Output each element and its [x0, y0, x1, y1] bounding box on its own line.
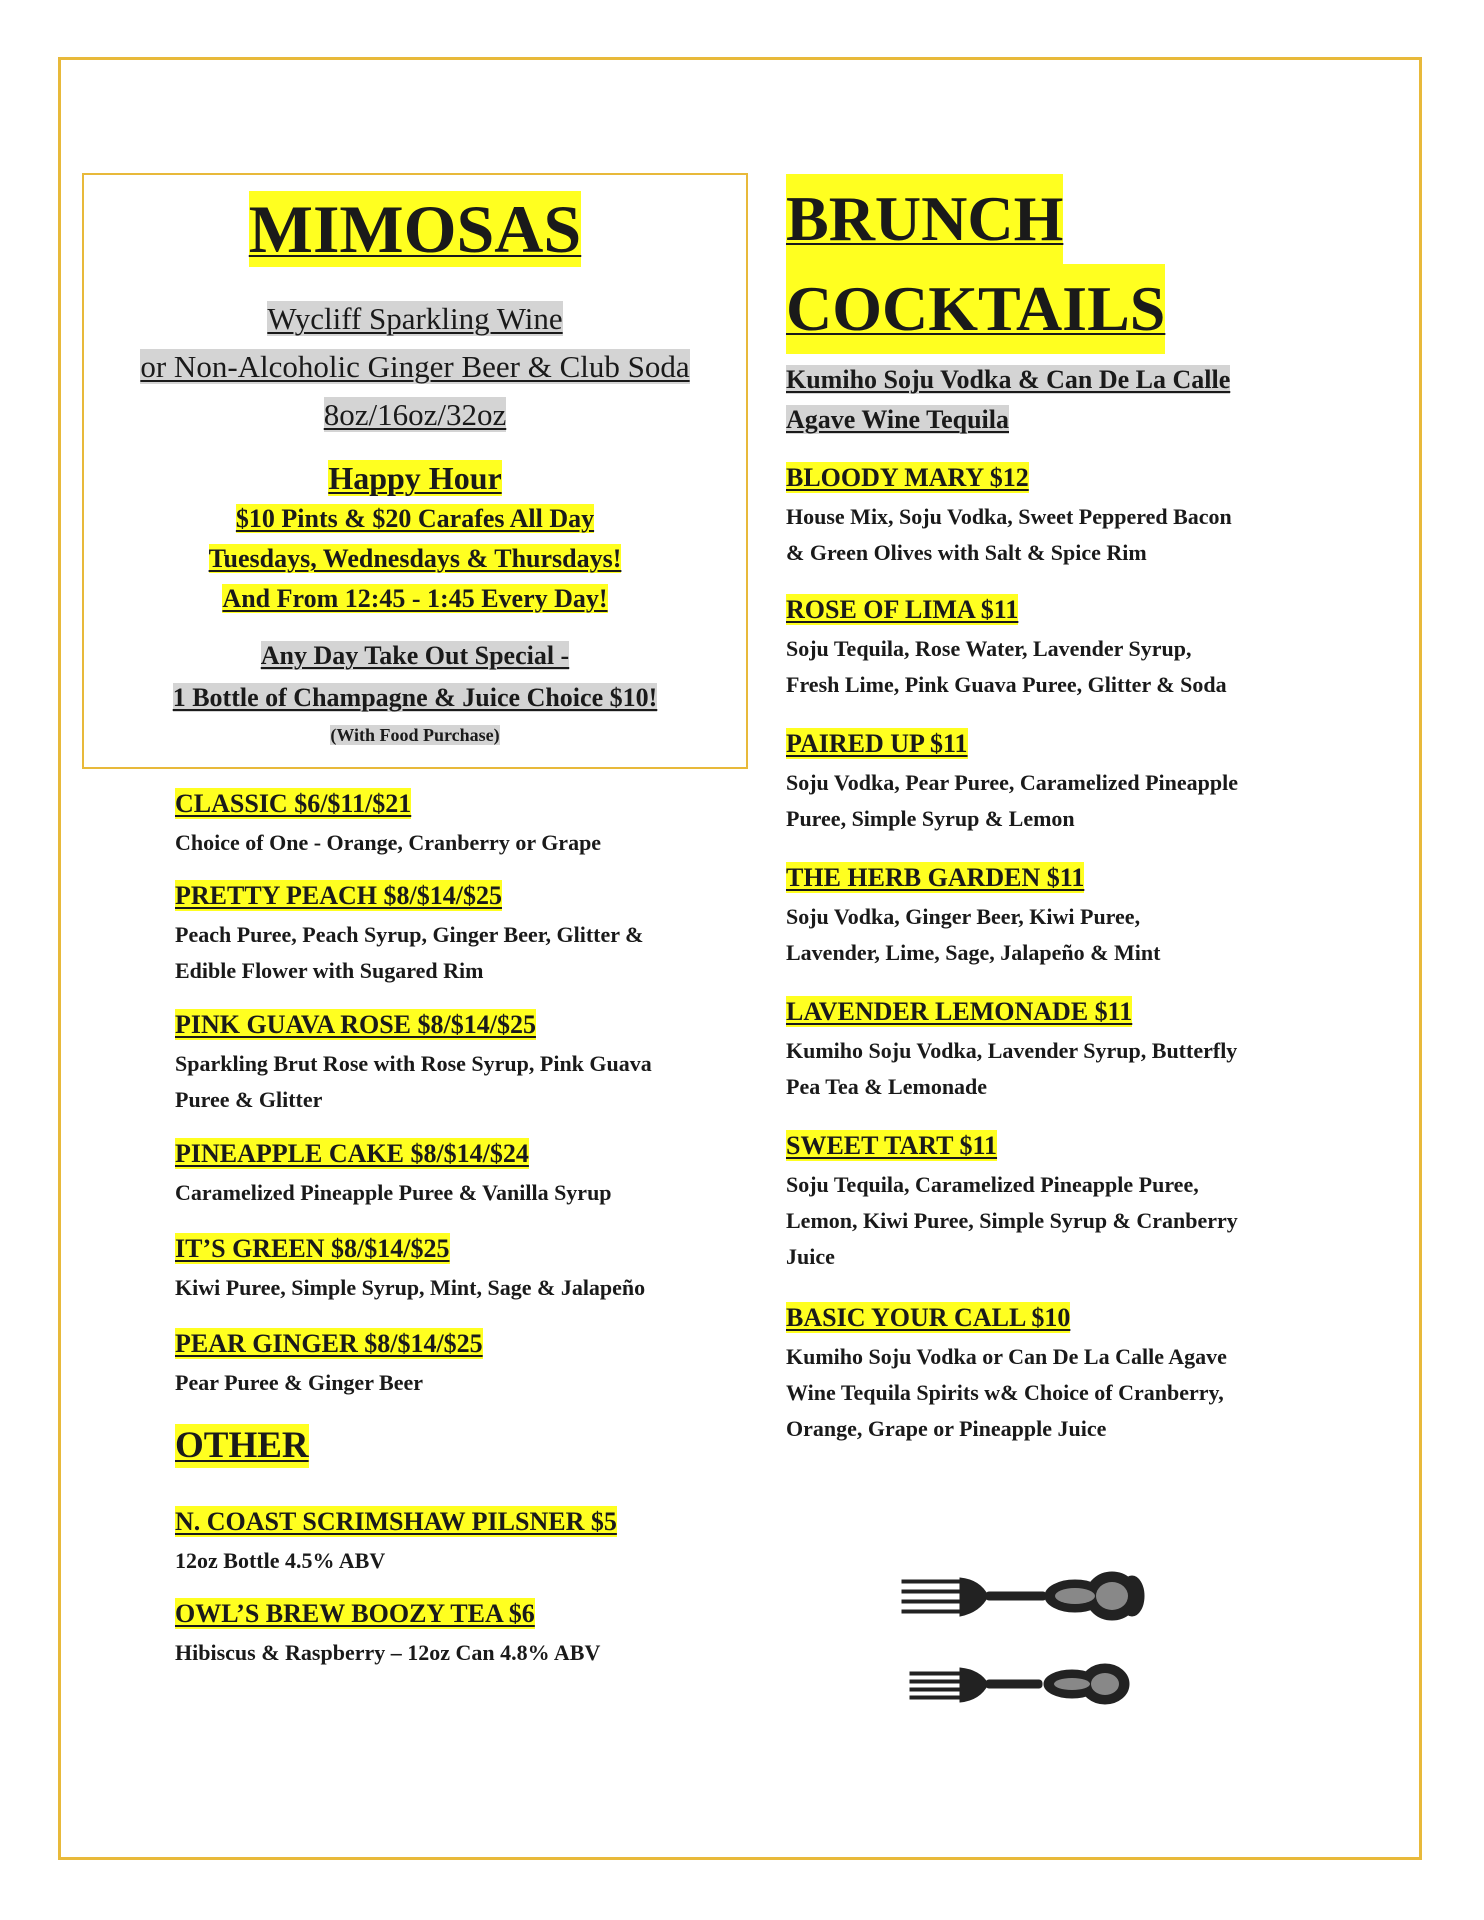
menu-item-description: Kumiho Soju Vodka, Lavender Syrup, Butterfly Pea Tea & Lemonade [786, 1038, 1238, 1100]
menu-item-name: N. COAST SCRIMSHAW PILSNER $5 [175, 1507, 617, 1536]
menu-item-description: Choice of One - Orange, Cranberry or Grape [175, 830, 602, 856]
menu-item [786, 996, 1346, 1105]
menu-item-name: PRETTY PEACH $8/$14/$25 [175, 881, 502, 910]
menu-item-description: Pear Puree & Ginger Beer [175, 1370, 424, 1396]
mimosas-subtitle [84, 295, 746, 439]
menu-item-description: Soju Tequila, Caramelized Pineapple Puree, Lemon, Kiwi Puree, Simple Syrup & Cranberry Juice [786, 1172, 1238, 1270]
menu-item-description: Soju Tequila, Rose Water, Lavender Syrup, Fresh Lime, Pink Guava Puree, Glitter & Soda [786, 636, 1227, 698]
menu-item [175, 1598, 735, 1671]
happy-hour-line: $10 Pints & $20 Carafes All Day [235, 504, 595, 533]
brunch-subtitle: Kumiho Soju Vodka & Can De La Calle Agave Wine Tequila [786, 365, 1231, 434]
takeout-line: 1 Bottle of Champagne & Juice Choice $10! [172, 683, 658, 712]
happy-hour-title: Happy Hour [328, 460, 502, 496]
menu-item-description: Peach Puree, Peach Syrup, Ginger Beer, Glitter & Edible Flower with Sugared Rim [175, 922, 644, 984]
menu-item-description: Caramelized Pineapple Puree & Vanilla Syrup [175, 1180, 612, 1206]
takeout-special [84, 635, 746, 719]
mimosas-box [82, 173, 748, 769]
menu-item [786, 462, 1346, 571]
menu-item-name: LAVENDER LEMONADE $11 [786, 997, 1133, 1026]
menu-item [175, 1138, 735, 1211]
other-section-title: OTHER [175, 1424, 735, 1468]
happy-hour-line: Tuesdays, Wednesdays & Thursdays! [208, 544, 622, 573]
mimosas-wine-line: Wycliff Sparkling Wine [267, 301, 563, 336]
menu-item [175, 1328, 735, 1401]
menu-item-name: THE HERB GARDEN $11 [786, 863, 1085, 892]
menu-item-name: BASIC YOUR CALL $10 [786, 1303, 1071, 1332]
menu-item-description: Kumiho Soju Vodka or Can De La Calle Agave Wine Tequila Spirits w& Choice of Cranberry, Orange, Grape or Pineapple Juice [786, 1344, 1227, 1442]
mimosas-sizes: 8oz/16oz/32oz [323, 397, 507, 432]
menu-item [786, 1130, 1346, 1275]
menu-item [175, 788, 735, 861]
menu-item-description: Kiwi Puree, Simple Syrup, Mint, Sage & Jalapeño [175, 1275, 646, 1301]
takeout-line: Any Day Take Out Special - [260, 641, 570, 670]
menu-item-description: House Mix, Soju Vodka, Sweet Peppered Bacon & Green Olives with Salt & Spice Rim [786, 504, 1232, 566]
happy-hour-line: And From 12:45 - 1:45 Every Day! [222, 584, 608, 613]
menu-item-description: Soju Vodka, Ginger Beer, Kiwi Puree, Lavender, Lime, Sage, Jalapeño & Mint [786, 904, 1161, 966]
menu-item [175, 1506, 735, 1579]
takeout-note: (With Food Purchase) [330, 725, 500, 745]
menu-item-description: Sparkling Brut Rose with Rose Syrup, Pink Guava Puree & Glitter [175, 1051, 652, 1113]
menu-item [786, 862, 1346, 971]
two-forks-icon [900, 1570, 1200, 1710]
menu-item [175, 1009, 735, 1118]
mimosas-title: MIMOSAS [248, 191, 582, 267]
menu-item-name: ROSE OF LIMA $11 [786, 595, 1019, 624]
menu-item [786, 594, 1346, 703]
menu-item [786, 1302, 1346, 1447]
menu-item-description: 12oz Bottle 4.5% ABV [175, 1548, 386, 1574]
happy-hour-details [84, 499, 746, 619]
menu-item [786, 728, 1346, 837]
menu-item-name: OWL’S BREW BOOZY TEA $6 [175, 1599, 535, 1628]
menu-item-name: PEAR GINGER $8/$14/$25 [175, 1329, 483, 1358]
menu-item-name: PAIRED UP $11 [786, 729, 968, 758]
menu-item-name: SWEET TART $11 [786, 1131, 998, 1160]
menu-item [175, 880, 735, 989]
mimosas-nonalcoholic-line: or Non-Alcoholic Ginger Beer & Club Soda [140, 349, 690, 384]
menu-item [175, 1233, 735, 1306]
menu-item-name: CLASSIC $6/$11/$21 [175, 789, 412, 818]
menu-item-name: IT’S GREEN $8/$14/$25 [175, 1234, 450, 1263]
menu-item-description: Hibiscus & Raspberry – 12oz Can 4.8% ABV [175, 1640, 601, 1666]
menu-item-name: PINK GUAVA ROSE $8/$14/$25 [175, 1010, 536, 1039]
menu-item-description: Soju Vodka, Pear Puree, Caramelized Pineapple Puree, Simple Syrup & Lemon [786, 770, 1239, 832]
menu-item-name: PINEAPPLE CAKE $8/$14/$24 [175, 1139, 529, 1168]
brunch-cocktails-title: BRUNCH COCKTAILS [786, 174, 1165, 354]
menu-item-name: BLOODY MARY $12 [786, 463, 1029, 492]
